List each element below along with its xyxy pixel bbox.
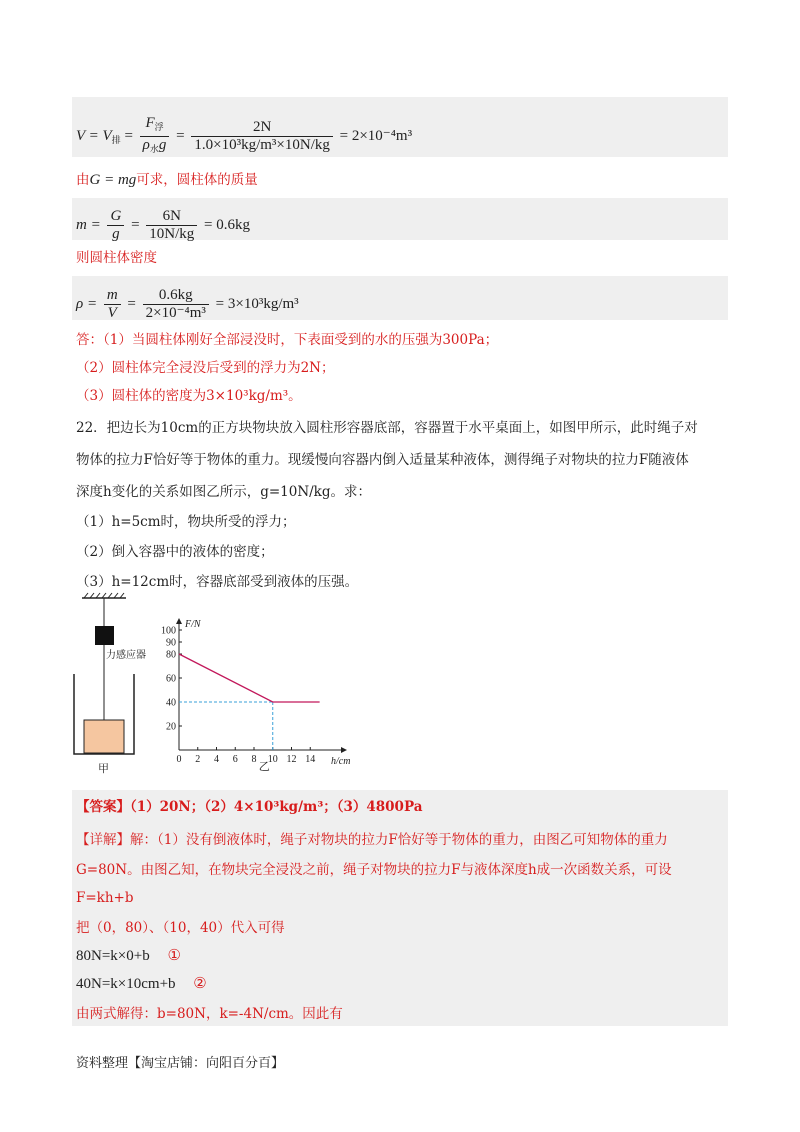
figure-jia-caption: 甲 xyxy=(98,762,109,775)
detail-line-2: G=80N。由图乙知，在物块完全浸没之前，绳子对物块的拉力F与液体深度h成一次函数关系，可设 xyxy=(76,862,672,878)
question-3: （3）h=12cm时，容器底部受到液体的压强。 xyxy=(76,574,359,590)
y-axis-label: F/N xyxy=(185,619,201,630)
formula-v: $V = V_排$ = $\frac{F_浮}{\rho_水g}$ = $\frac{2N}{\text{1.0×10³kg/m³×10N/kg}}$ = 2×10⁻⁴m³ xyxy=(76,115,413,154)
problem-line-3: 深度h变化的关系如图乙所示，g=10N/kg。求： xyxy=(76,484,372,500)
x-tick-label: 12 xyxy=(286,754,297,765)
equation-1: 80N=k×0+b ① xyxy=(76,948,181,964)
chart-yi xyxy=(160,604,350,776)
density-intro: 则圆柱体密度 xyxy=(76,250,157,266)
y-tick-label: 40 xyxy=(166,697,176,709)
x-tick-label: 2 xyxy=(195,754,201,765)
prev-answer-2: （2）圆柱体完全浸没后受到的浮力为2N； xyxy=(76,360,335,376)
problem-line-2: 物体的拉力F恰好等于物体的重力。现缓慢向容器内倒入适量某种液体，测得绳子对物块的拉力F随液体 xyxy=(76,452,689,468)
x-tick-label: 14 xyxy=(305,754,316,765)
prev-answer-1: 答：（1）当圆柱体刚好全部浸没时，下表面受到的水的压强为300Pa； xyxy=(76,332,499,348)
x-axis-arrow xyxy=(341,747,347,753)
y-tick-label: 80 xyxy=(166,649,176,661)
cube-block xyxy=(84,720,124,753)
force-sensor xyxy=(95,626,114,645)
solve-line: 由两式解得：b=80N，k=-4N/cm。因此有 xyxy=(76,1006,343,1022)
x-tick-label: 10 xyxy=(267,754,278,765)
answer-line: 【答案】（1）20N；（2）4×10³kg/m³；（3）4800Pa xyxy=(76,799,423,815)
detail-line-3: F=kh+b xyxy=(76,890,134,906)
x-tick-label: 4 xyxy=(214,754,219,765)
figure-jia xyxy=(66,592,166,776)
question-1: （1）h=5cm时，物块所受的浮力； xyxy=(76,514,296,530)
formula-m: m = $\frac{G}{g}$ = $\frac{6N}{10N/kg}$ = 0.6kg xyxy=(76,208,250,242)
prev-answer-3: （3）圆柱体的密度为3×10³kg/m³。 xyxy=(76,388,302,404)
x-tick-label: 6 xyxy=(232,754,238,765)
y-tick-label: 100 xyxy=(161,625,176,637)
substitute-line: 把（0，80）、（10，40）代入可得 xyxy=(76,920,285,936)
problem-line-1: 22．把边长为10cm的正方块物块放入圆柱形容器底部，容器置于水平桌面上，如图甲所示，此时绳子对 xyxy=(76,420,698,436)
chart-caption: 乙 xyxy=(258,760,270,773)
y-tick-label: 20 xyxy=(166,721,176,733)
x-tick-label: 0 xyxy=(176,754,182,765)
series-line xyxy=(179,654,320,702)
y-tick-label: 60 xyxy=(166,673,176,685)
y-axis-arrow xyxy=(176,618,182,624)
mass-intro: 由G = mg可求，圆柱体的质量 xyxy=(76,172,258,188)
y-tick-label: 90 xyxy=(166,637,176,649)
x-tick-label: 8 xyxy=(251,754,257,765)
x-axis-label: h/cm xyxy=(331,756,350,767)
sensor-label: 力感应器 xyxy=(106,650,146,661)
detail-line-1: 【详解】解：（1）没有倒液体时，绳子对物块的拉力F恰好等于物体的重力，由图乙可知物体的重力 xyxy=(76,832,668,848)
question-2: （2）倒入容器中的液体的密度； xyxy=(76,544,274,560)
formula-rho: ρ = $\frac{m}{V}$ = $\frac{0.6kg}{\text{2×10⁻⁴m³}}$ = 3×10³kg/m³ xyxy=(76,287,299,321)
footer: 资料整理【淘宝店铺：向阳百分百】 xyxy=(76,1056,285,1071)
equation-2: 40N=k×10cm+b ② xyxy=(76,976,207,992)
